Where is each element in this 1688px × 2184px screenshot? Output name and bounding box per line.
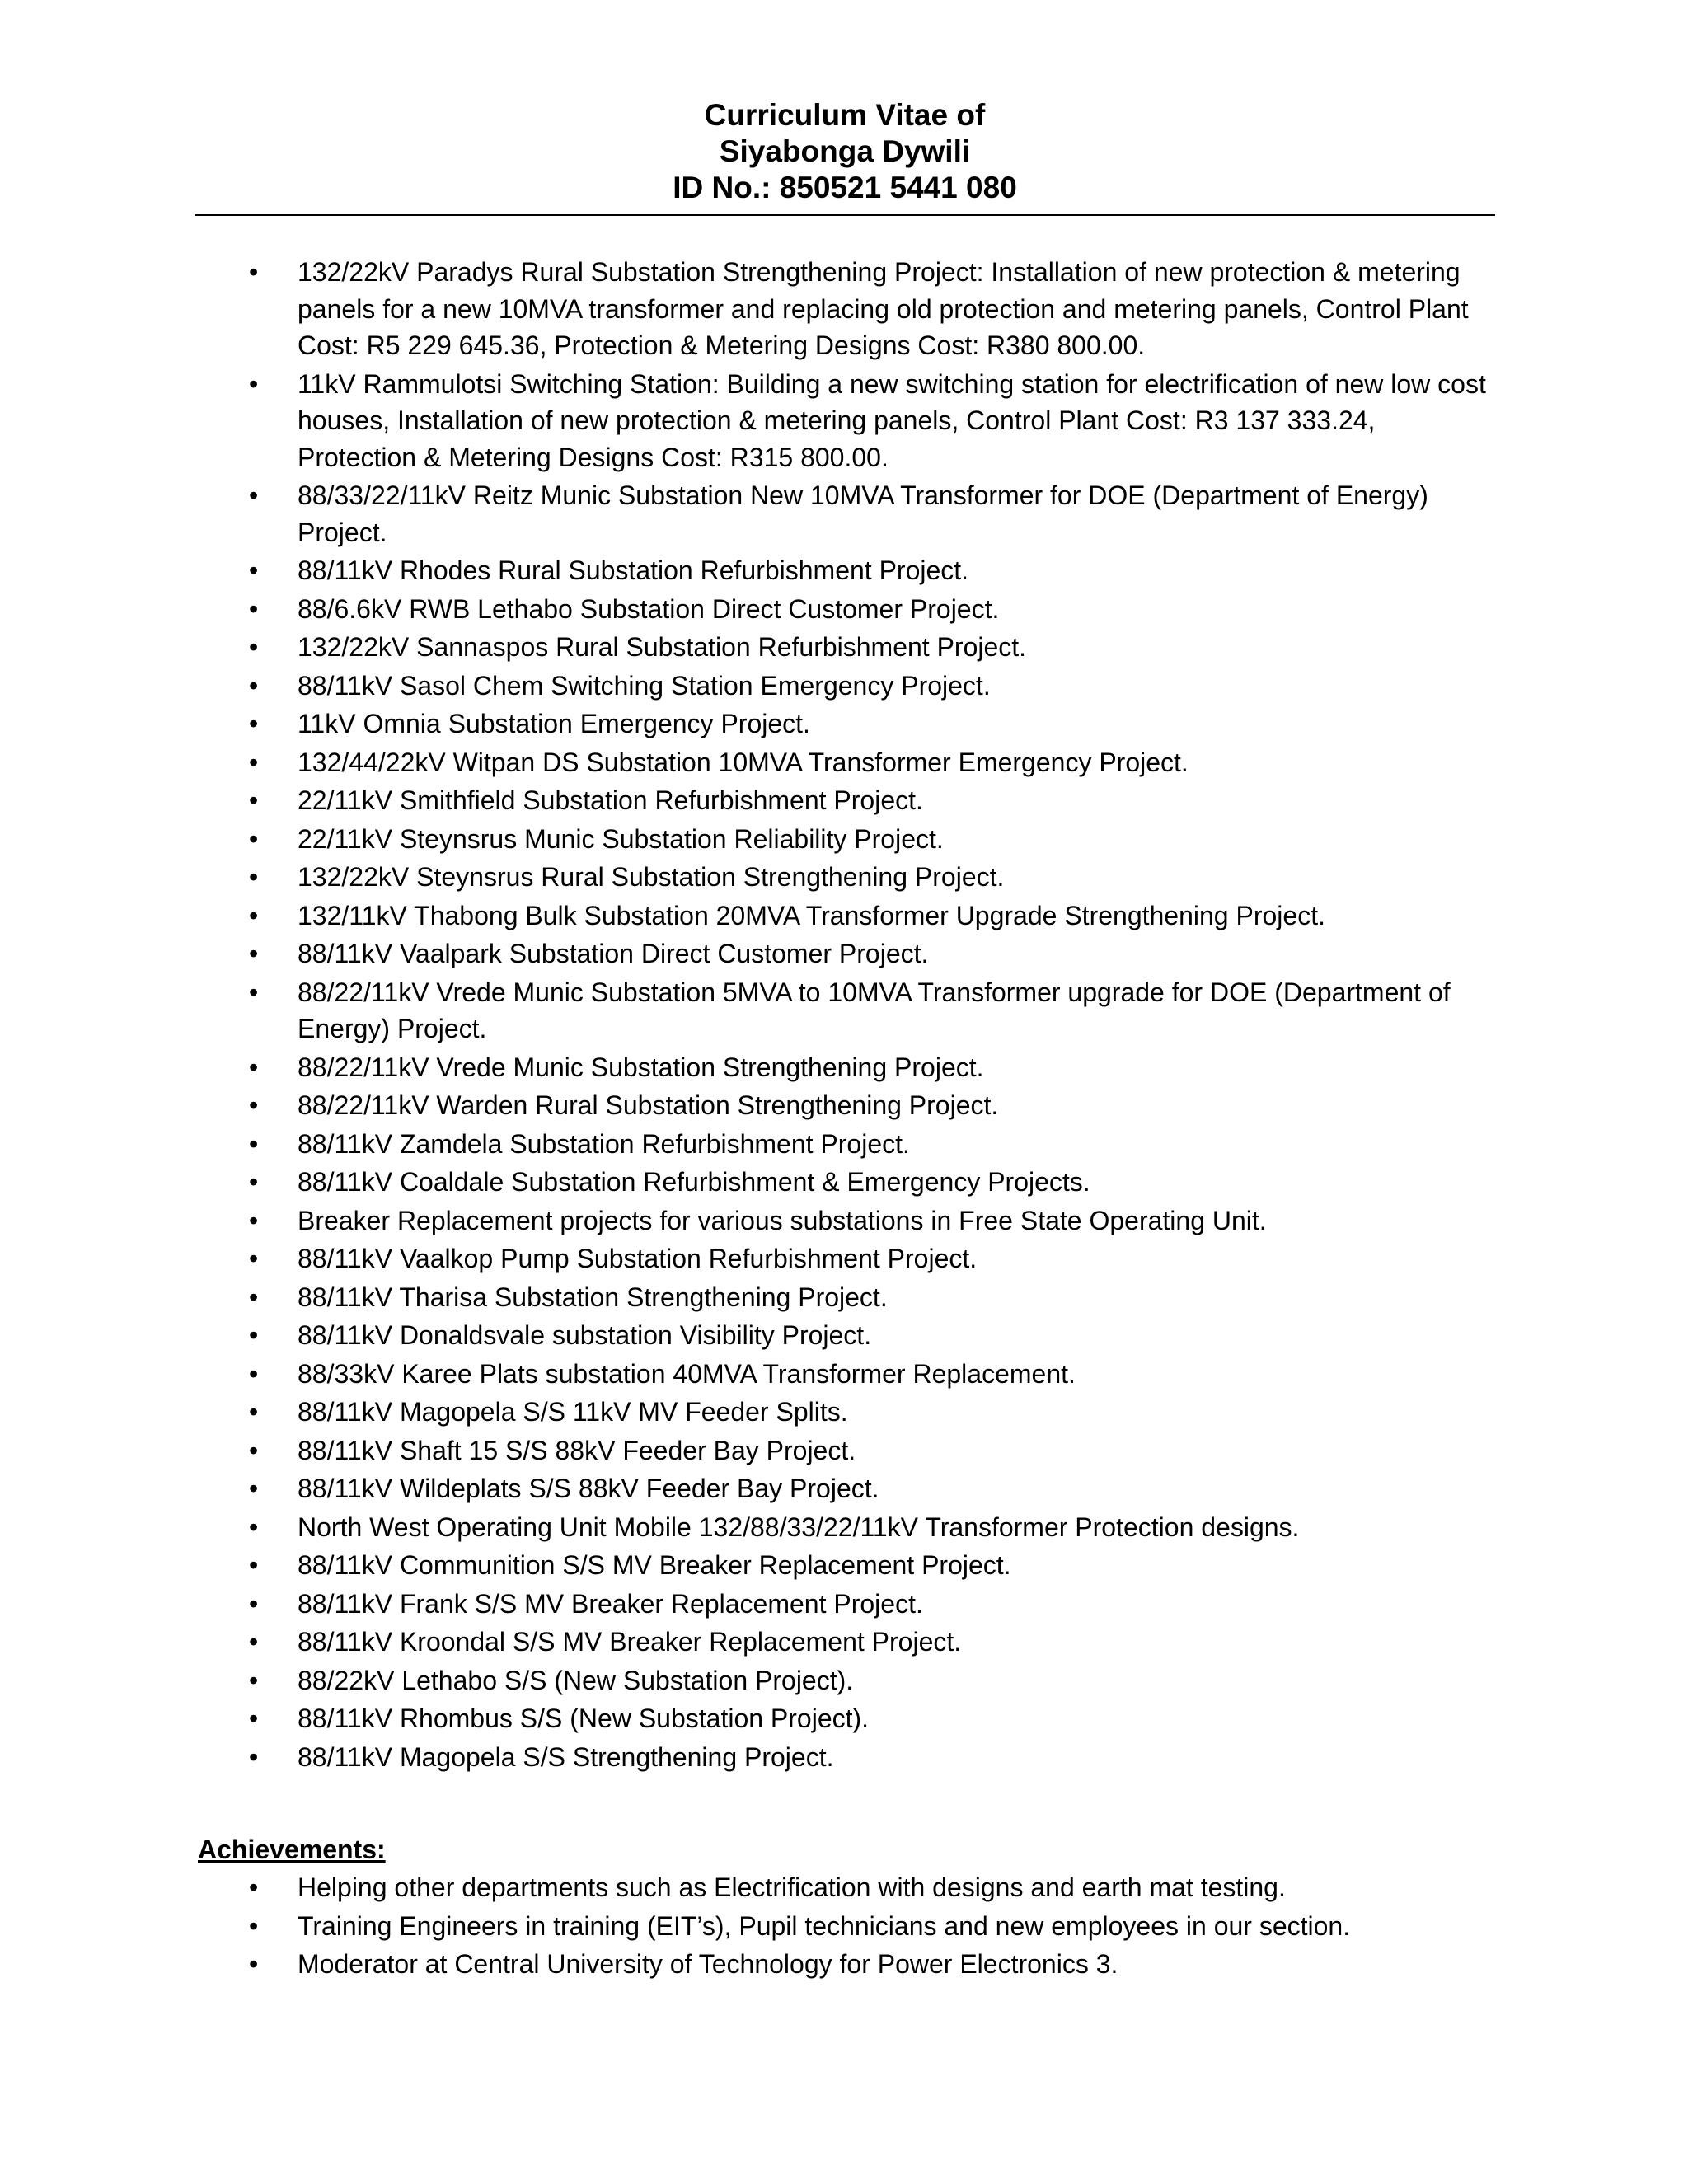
bullet-icon: •	[249, 1550, 259, 1580]
bullet-icon: •	[249, 1588, 259, 1619]
header-title: Curriculum Vitae of	[704, 98, 986, 132]
bullet-icon: •	[249, 670, 259, 701]
project-item	[195, 1700, 1495, 1737]
project-item	[195, 1049, 1495, 1086]
project-item-text: 88/11kV Magopela S/S 11kV MV Feeder Splits.	[298, 1397, 848, 1427]
bullet-icon: •	[249, 1320, 259, 1350]
project-item	[195, 591, 1495, 628]
project-item	[195, 1739, 1495, 1776]
project-item-text: 88/11kV Vaalkop Pump Substation Refurbishment Project.	[298, 1244, 978, 1273]
project-item	[195, 1547, 1495, 1584]
cv-header	[195, 97, 1495, 206]
project-item-text: 132/22kV Sannaspos Rural Substation Refurbishment Project.	[298, 632, 1027, 662]
project-item	[195, 782, 1495, 819]
project-item-text: 132/22kV Steynsrus Rural Substation Strengthening Project.	[298, 862, 1005, 892]
bullet-icon: •	[249, 1511, 259, 1542]
project-item	[195, 1164, 1495, 1201]
project-item	[195, 1202, 1495, 1240]
project-item-text: 22/11kV Smithfield Substation Refurbishment Project.	[298, 785, 923, 815]
bullet-icon: •	[249, 1474, 259, 1503]
bullet-icon: •	[249, 1282, 259, 1312]
achievements-heading: Achievements:	[198, 1835, 386, 1864]
bullet-icon: •	[249, 1949, 259, 1979]
header-divider	[195, 214, 1495, 216]
achievements-list	[195, 1869, 1495, 1985]
project-item-text: 88/11kV Sasol Chem Switching Station Emergency Project.	[298, 670, 991, 701]
bullet-icon: •	[249, 1128, 259, 1159]
bullet-icon: •	[249, 593, 259, 624]
project-item-text: 132/22kV Paradys Rural Substation Strengthening Project: Installation of new protection & metering panels for a new 10MVA transformer and replacing old protection and metering panels, Control Plant Cost: R5 229 645.36, Protection & Metering Designs Cost: R380 800.00.	[298, 257, 1469, 360]
project-item-text: 22/11kV Steynsrus Munic Substation Reliability Project.	[298, 823, 944, 854]
bullet-icon: •	[249, 785, 259, 815]
bullet-icon: •	[249, 1665, 259, 1695]
project-item	[195, 974, 1495, 1047]
bullet-icon: •	[249, 1052, 259, 1082]
bullet-icon: •	[249, 1910, 259, 1941]
project-item-text: 88/22/11kV Vrede Munic Substation Strengthening Project.	[298, 1052, 984, 1082]
project-item-text: North West Operating Unit Mobile 132/88/33/22/11kV Transformer Protection designs.	[298, 1511, 1300, 1542]
project-item	[195, 366, 1495, 476]
project-item-text: 88/22/11kV Vrede Munic Substation 5MVA to 10MVA Transformer upgrade for DOE (Department of Energy) Project.	[298, 977, 1451, 1043]
project-item	[195, 1394, 1495, 1431]
projects-list	[195, 254, 1495, 1777]
achievement-item-text: Training Engineers in training (EIT’s), Pupil technicians and new employees in our section.	[298, 1910, 1351, 1941]
bullet-icon: •	[249, 977, 259, 1007]
bullet-icon: •	[249, 257, 259, 287]
header-name: Siyabonga Dywili	[719, 134, 971, 168]
project-item	[195, 629, 1495, 666]
project-item	[195, 552, 1495, 589]
bullet-icon: •	[249, 1435, 259, 1465]
project-item-text: 88/11kV Donaldsvale substation Visibility Project.	[298, 1320, 872, 1350]
bullet-icon: •	[249, 900, 259, 930]
bullet-icon: •	[249, 823, 259, 854]
bullet-icon: •	[249, 555, 259, 585]
project-item-text: 88/22kV Lethabo S/S (New Substation Project).	[298, 1665, 854, 1695]
project-item-text: Breaker Replacement projects for various substations in Free State Operating Unit.	[298, 1205, 1267, 1235]
bullet-icon: •	[249, 862, 259, 892]
project-item-text: 88/11kV Rhodes Rural Substation Refurbishment Project.	[298, 555, 969, 585]
project-item	[195, 705, 1495, 743]
project-item	[195, 859, 1495, 896]
bullet-icon: •	[249, 1741, 259, 1772]
achievement-item	[195, 1908, 1495, 1945]
bullet-icon: •	[249, 1397, 259, 1427]
project-item-text: 88/11kV Zamdela Substation Refurbishment Project.	[298, 1128, 910, 1159]
project-item-text: 88/33/22/11kV Reitz Munic Substation New 10MVA Transformer for DOE (Department of Energy) Project.	[298, 480, 1428, 547]
achievement-item-text: Helping other departments such as Electrification with designs and earth mat testing.	[298, 1872, 1286, 1902]
project-item-text: 88/22/11kV Warden Rural Substation Strengthening Project.	[298, 1090, 999, 1120]
project-item-text: 11kV Rammulotsi Switching Station: Building a new switching station for electrification of new low cost houses, Installation of new protection & metering panels, Control Plant Cost: R3 137 333.24, Protection & Metering Designs Cost: R315 800.00.	[298, 368, 1486, 472]
project-item	[195, 1317, 1495, 1354]
achievement-item	[195, 1869, 1495, 1906]
project-item-text: 88/11kV Vaalpark Substation Direct Customer Project.	[298, 939, 929, 968]
project-item-text: 88/11kV Shaft 15 S/S 88kV Feeder Bay Project.	[298, 1435, 856, 1465]
project-item-text: 88/11kV Rhombus S/S (New Substation Project).	[298, 1704, 870, 1733]
project-item	[195, 1586, 1495, 1623]
project-item	[195, 1662, 1495, 1699]
bullet-icon: •	[249, 368, 259, 399]
project-item	[195, 935, 1495, 972]
project-item-text: 88/11kV Kroondal S/S MV Breaker Replacement Project.	[298, 1627, 962, 1657]
bullet-icon: •	[249, 632, 259, 662]
project-item	[195, 477, 1495, 551]
project-item-text: 88/11kV Magopela S/S Strengthening Project.	[298, 1741, 834, 1772]
project-item-text: 88/11kV Coaldale Substation Refurbishment & Emergency Projects.	[298, 1167, 1090, 1197]
bullet-icon: •	[249, 1358, 259, 1389]
project-item	[195, 1279, 1495, 1316]
project-item-text: 88/33kV Karee Plats substation 40MVA Transformer Replacement.	[298, 1358, 1076, 1389]
bullet-icon: •	[249, 1627, 259, 1657]
project-item	[195, 1240, 1495, 1277]
project-item-text: 88/11kV Frank S/S MV Breaker Replacement Project.	[298, 1588, 923, 1619]
project-item	[195, 1432, 1495, 1469]
header-id-number: ID No.: 850521 5441 080	[673, 171, 1017, 204]
project-item	[195, 668, 1495, 705]
achievement-item	[195, 1946, 1495, 1983]
bullet-icon: •	[249, 1872, 259, 1902]
project-item	[195, 744, 1495, 781]
project-item	[195, 1624, 1495, 1661]
project-item	[195, 1470, 1495, 1507]
project-item	[195, 898, 1495, 935]
project-item	[195, 1356, 1495, 1393]
bullet-icon: •	[249, 1704, 259, 1733]
project-item-text: 88/11kV Communition S/S MV Breaker Replacement Project.	[298, 1550, 1011, 1580]
bullet-icon: •	[249, 480, 259, 510]
project-item	[195, 254, 1495, 364]
project-item-text: 132/44/22kV Witpan DS Substation 10MVA Transformer Emergency Project.	[298, 747, 1189, 777]
project-item	[195, 1087, 1495, 1124]
project-item	[195, 1126, 1495, 1163]
bullet-icon: •	[249, 709, 259, 738]
bullet-icon: •	[249, 747, 259, 777]
bullet-icon: •	[249, 1090, 259, 1120]
project-item	[195, 1509, 1495, 1546]
project-item-text: 132/11kV Thabong Bulk Substation 20MVA Transformer Upgrade Strengthening Project.	[298, 900, 1325, 930]
achievement-item-text: Moderator at Central University of Technology for Power Electronics 3.	[298, 1949, 1118, 1979]
bullet-icon: •	[249, 939, 259, 968]
project-item-text: 88/11kV Wildeplats S/S 88kV Feeder Bay Project.	[298, 1474, 879, 1503]
bullet-icon: •	[249, 1244, 259, 1273]
project-item-text: 88/6.6kV RWB Lethabo Substation Direct Customer Project.	[298, 593, 1000, 624]
project-item-text: 88/11kV Tharisa Substation Strengthening Project.	[298, 1282, 888, 1312]
project-item-text: 11kV Omnia Substation Emergency Project.	[298, 709, 810, 738]
bullet-icon: •	[249, 1167, 259, 1197]
project-item	[195, 821, 1495, 858]
bullet-icon: •	[249, 1205, 259, 1235]
